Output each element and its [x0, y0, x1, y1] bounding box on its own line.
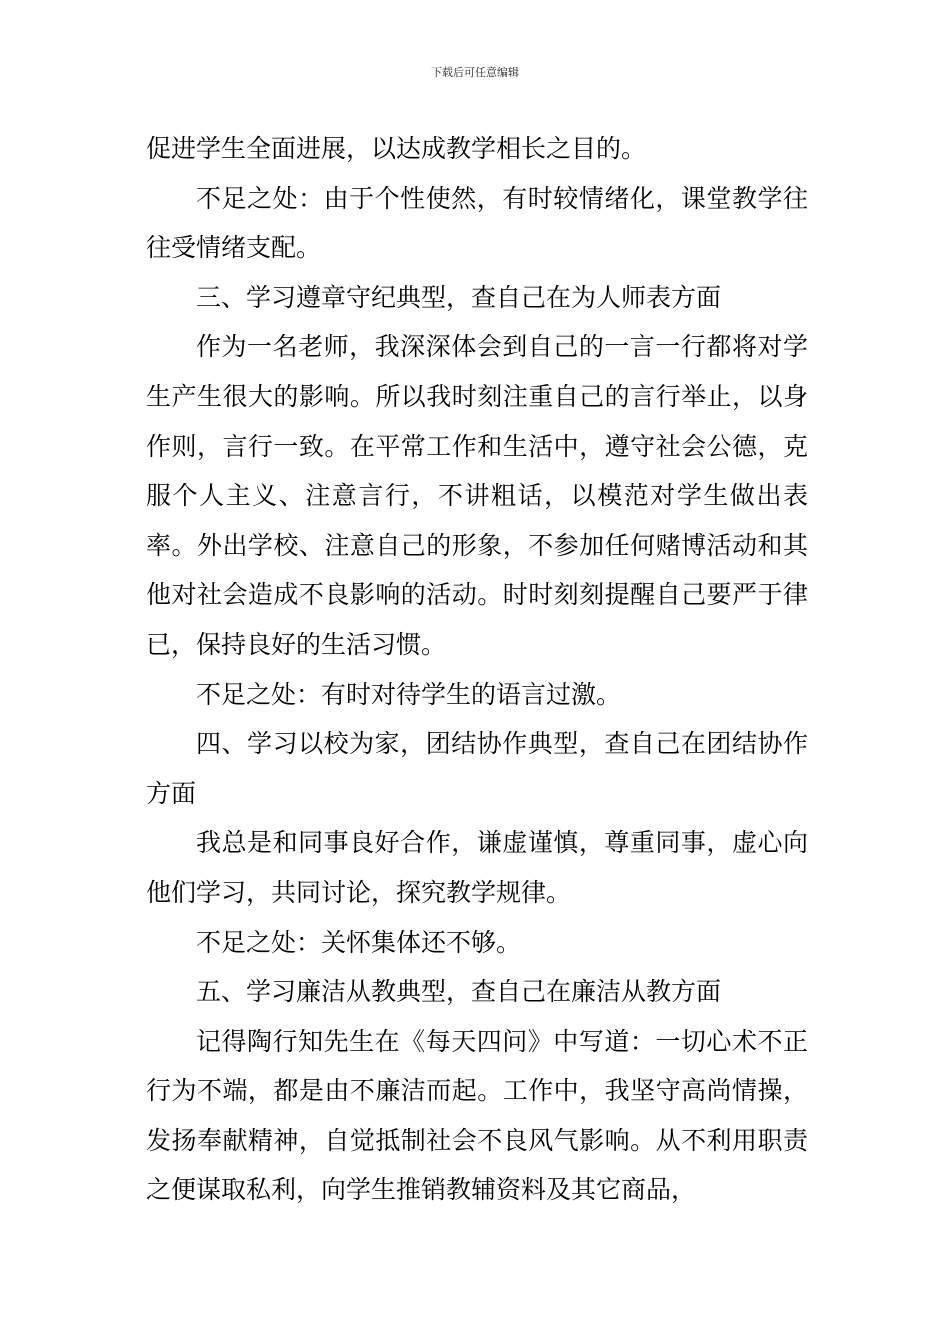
section-heading-4: 四、学习以校为家，团结协作典型，查自己在团结协作方面: [146, 729, 808, 808]
paragraph-shortcoming: 不足之处：有时对待学生的语言过激。: [196, 679, 622, 709]
paragraph-shortcoming: 不足之处：由于个性使然，有时较情绪化，课堂教学往往受情绪支配。: [146, 183, 808, 263]
paragraph-shortcoming: 不足之处：关怀集体还不够。: [196, 927, 522, 957]
paragraph: 作为一名老师，我深深体会到自己的一言一行都将对学生产生很大的影响。所以我时刻注重自己的言行举止，以身作则，言行一致。在平常工作和生活中，遵守社会公德，克服个人主义、注意言行，不讲粗话，以模范对学生做出表率。外出学校、注意自己的形象，不参加任何赌博活动和其他对社会造成不良影响的活动。时时刻刻提醒自己要严于律已，保持良好的生活习惯。: [146, 332, 808, 659]
page-header: 下载后可任意编辑: [431, 66, 519, 79]
paragraph: 我总是和同事良好合作，谦虚谨慎，尊重同事，虚心向他们学习，共同讨论，探究教学规律。: [146, 828, 808, 907]
paragraph: 促进学生全面进展，以达成教学相长之目的。: [146, 134, 647, 163]
paragraph: 记得陶行知先生在《每天四问》中写道：一切心术不正行为不端，都是由不廉洁而起。工作中，我坚守高尚情操，发扬奉献精神，自觉抵制社会不良风气影响。从不利用职责之便谋取私利，向学生推销教辅资料及其它商品，: [146, 1026, 808, 1205]
section-heading-5: 五、学习廉洁从教典型，查自己在廉洁从教方面: [196, 977, 722, 1007]
document-body: [146, 124, 808, 1215]
section-heading-3: 三、学习遵章守纪典型，查自己在为人师表方面: [196, 282, 722, 312]
